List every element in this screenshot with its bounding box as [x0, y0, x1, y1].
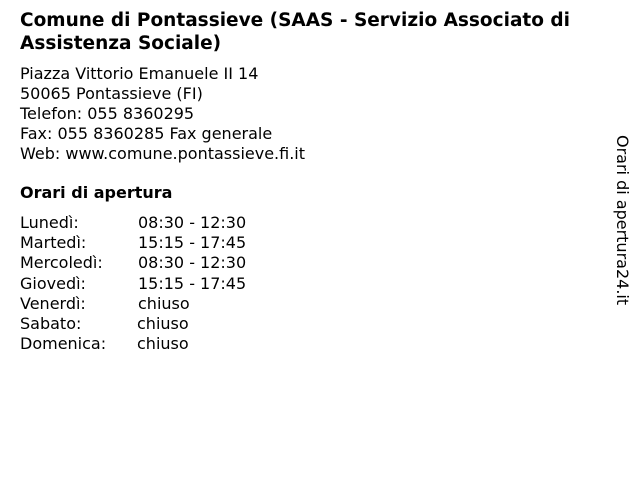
hours-row-monday: [20, 213, 247, 233]
city-address: 50065 Pontassieve (FI): [20, 84, 203, 103]
hours-table: [20, 213, 247, 354]
day-label: Martedì:: [20, 233, 87, 253]
hours-row-thursday: [20, 273, 247, 294]
time-value: 08:30 - 12:30: [138, 253, 247, 273]
hours-row-wednesday: [20, 253, 247, 273]
time-value: 15:15 - 17:45: [138, 273, 247, 293]
website: Web: www.comune.pontassieve.fi.it: [20, 144, 306, 163]
hours-heading: Orari di apertura: [20, 183, 173, 202]
day-label: Domenica:: [20, 334, 107, 354]
day-label: Lunedì:: [20, 213, 79, 232]
hours-row-saturday: [20, 313, 189, 334]
hours-row-sunday: [20, 334, 189, 354]
page-title: Comune di Pontassieve (SAAS - Servizio Associato di Assistenza Sociale): [20, 10, 571, 54]
fax-number: Fax: 055 8360285 Fax generale: [20, 124, 273, 143]
time-value: 15:15 - 17:45: [138, 233, 247, 253]
day-label: Mercoledì:: [20, 253, 103, 273]
day-label: Venerdì:: [20, 293, 86, 313]
day-label: Sabato:: [20, 313, 82, 333]
hours-row-friday: [20, 293, 190, 314]
hours-row-tuesday: [20, 233, 247, 253]
time-value: chiuso: [137, 334, 189, 354]
time-value: chiuso: [137, 313, 189, 333]
side-brand-text: Orari di apertura24.it: [613, 135, 632, 306]
street-address: Piazza Vittorio Emanuele II 14: [20, 64, 259, 83]
time-value: chiuso: [138, 293, 190, 313]
time-value: 08:30 - 12:30: [138, 213, 247, 232]
phone-number: Telefon: 055 8360295: [20, 104, 195, 123]
day-label: Giovedì:: [20, 273, 86, 293]
address-block: [20, 64, 305, 164]
